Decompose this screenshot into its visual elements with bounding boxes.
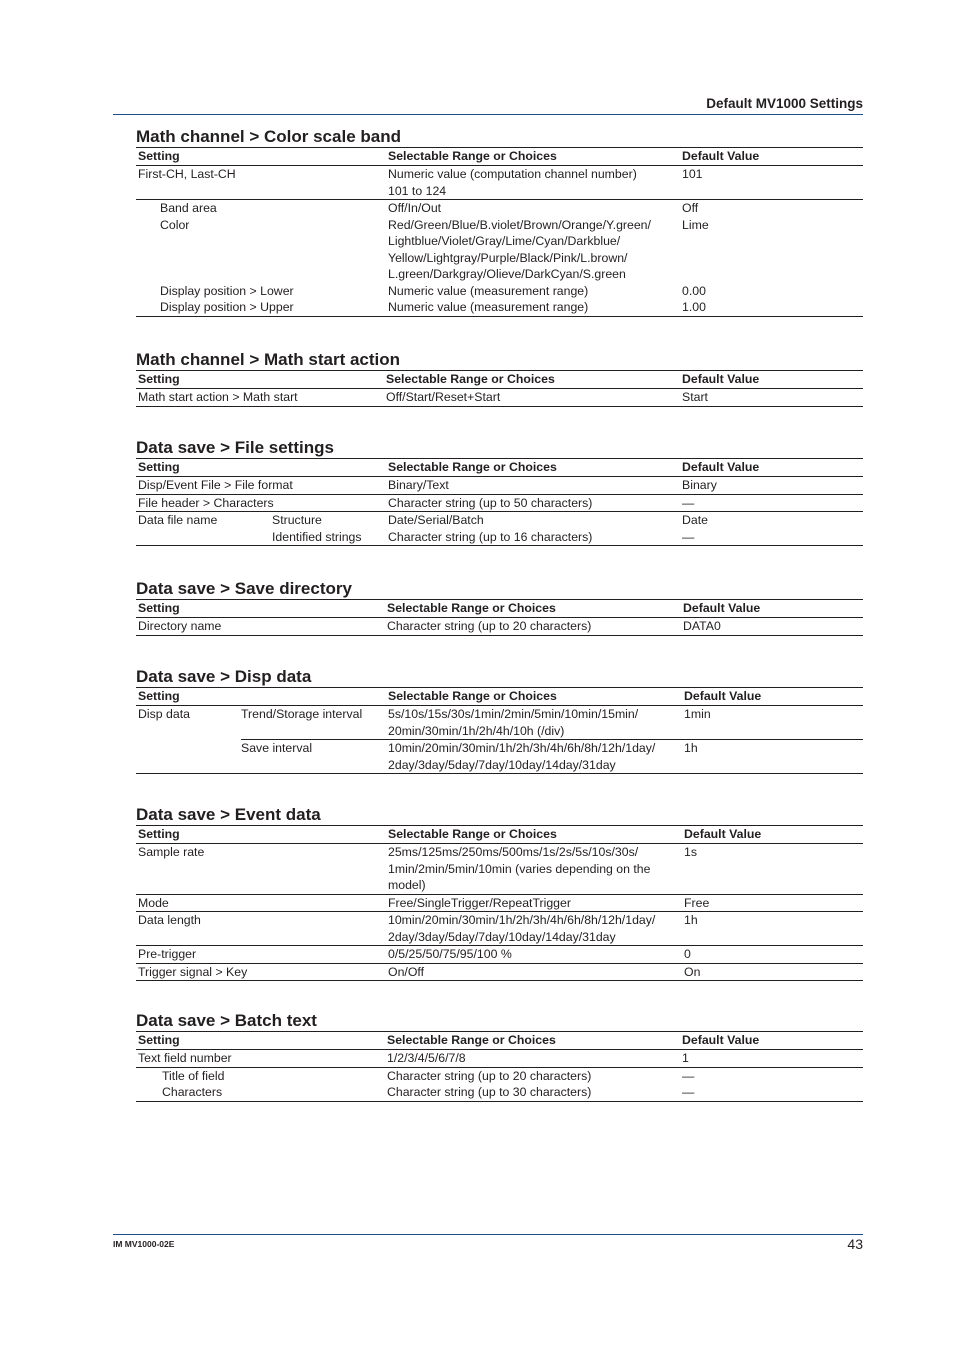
table-header-row [136, 1032, 863, 1050]
column-header-setting: Setting [136, 1032, 385, 1050]
table-row [136, 494, 863, 512]
table-row [136, 963, 863, 981]
range-cell: 0/5/25/50/75/95/100 % [386, 946, 682, 964]
default-cell: 101 [682, 167, 703, 181]
default-cell: Off [680, 200, 863, 217]
default-cell: 1h [682, 740, 863, 774]
column-header-setting: Setting [136, 600, 385, 618]
range-cell: On/Off [386, 963, 682, 981]
column-header-range: Selectable Range or Choices [385, 600, 681, 618]
range-cell: Character string (up to 20 characters) [385, 1067, 680, 1084]
sub-setting-cell: Trend/Storage interval [241, 707, 363, 721]
column-header-default: Default Value [682, 826, 863, 844]
range-cell: Free/SingleTrigger/RepeatTrigger [386, 894, 682, 912]
settings-table [136, 1031, 863, 1102]
section-save-directory [136, 579, 863, 636]
table-row [136, 618, 863, 636]
column-header-range: Selectable Range or Choices [386, 148, 680, 166]
sub-setting-cell: Identified strings [272, 529, 386, 546]
setting-cell [136, 740, 241, 774]
section-batch-text [136, 1011, 863, 1102]
default-cell: Date [680, 512, 863, 529]
table-row [136, 946, 863, 964]
setting-cell: Sample rate [138, 845, 205, 859]
column-header-range: Selectable Range or Choices [386, 826, 682, 844]
default-cell: 1h [682, 912, 863, 946]
setting-cell: Pre-trigger [136, 946, 386, 964]
column-header-range: Selectable Range or Choices [385, 1032, 680, 1050]
default-cell: 1.00 [680, 299, 863, 316]
range-cell: 1/2/3/4/5/6/7/8 [387, 1051, 466, 1065]
section-event-data [136, 805, 863, 981]
table-row [136, 512, 863, 529]
setting-cell: Title of field [136, 1067, 385, 1084]
setting-cell: Disp data [138, 707, 190, 721]
column-header-default: Default Value [681, 600, 863, 618]
column-header-default: Default Value [680, 1032, 863, 1050]
range-cell: 10min/20min/30min/1h/2h/3h/4h/6h/8h/12h/1day/ 2day/3day/5day/7day/10day/14day/31day [386, 912, 682, 946]
column-header-default: Default Value [682, 688, 863, 706]
setting-cell: Data file name [136, 512, 272, 529]
sub-setting-cell: Save interval [241, 740, 386, 774]
default-cell: 0 [682, 946, 863, 964]
section-disp-data [136, 667, 863, 774]
footer-rule [113, 1234, 863, 1235]
settings-table [136, 825, 863, 981]
setting-cell: Directory name [136, 618, 385, 636]
table-row [136, 217, 863, 283]
table-header-row [136, 148, 863, 166]
range-cell: Numeric value (computation channel number) 101 to 124 [388, 167, 637, 198]
column-header-setting: Setting [136, 459, 386, 477]
table-row [136, 529, 863, 546]
settings-table [136, 687, 863, 774]
range-cell: Binary/Text [388, 478, 449, 492]
default-cell: Lime [682, 217, 709, 232]
section-title: Data save > Event data [136, 805, 321, 824]
range-cell: 5s/10s/15s/30s/1min/2min/5min/10min/15min/ 20min/30min/1h/2h/4h/10h (/div) [388, 707, 639, 738]
range-cell: Red/Green/Blue/B.violet/Brown/Orange/Y.green/ Lightblue/Violet/Gray/Lime/Cyan/Darkblue/ Yellow/Lightgray/Purple/Black/Pink/L.brown/ L.green/Darkgray/Olieve/DarkCyan/S.green [388, 217, 651, 281]
document-code: IM MV1000-02E [113, 1239, 175, 1249]
settings-table [136, 370, 863, 407]
range-cell: Character string (up to 16 characters) [386, 529, 680, 546]
default-cell: 1 [682, 1051, 689, 1065]
default-cell: On [682, 963, 863, 981]
section-math-start-action [136, 350, 863, 407]
default-cell: — [680, 494, 863, 512]
default-cell: Free [682, 894, 863, 912]
column-header-setting: Setting [136, 826, 386, 844]
setting-cell: Text field number [138, 1051, 232, 1065]
range-cell: Off/Start/Reset+Start [384, 389, 680, 407]
default-cell: 1s [684, 845, 697, 859]
column-header-default: Default Value [680, 459, 863, 477]
column-header-range: Selectable Range or Choices [386, 459, 680, 477]
setting-cell: First-CH, Last-CH [138, 167, 236, 181]
range-cell: Numeric value (measurement range) [388, 283, 589, 298]
default-cell: 0.00 [682, 283, 706, 298]
range-cell: Character string (up to 50 characters) [386, 494, 680, 512]
header-rule [113, 114, 863, 115]
range-cell: Character string (up to 20 characters) [385, 618, 681, 636]
default-cell: — [680, 1084, 863, 1101]
column-header-setting: Setting [136, 148, 386, 166]
default-cell: DATA0 [681, 618, 863, 636]
table-header-row [136, 826, 863, 844]
default-cell: 1min [684, 707, 711, 721]
section-title: Data save > File settings [136, 438, 334, 457]
setting-cell [136, 529, 272, 546]
table-row [136, 477, 863, 495]
range-cell: Numeric value (measurement range) [386, 299, 680, 316]
default-cell: Start [680, 389, 863, 407]
setting-cell: File header > Characters [136, 494, 386, 512]
range-cell: 25ms/125ms/250ms/500ms/1s/2s/5s/10s/30s/ 1min/2min/5min/10min (varies depending on the model) [388, 845, 651, 892]
range-cell: Character string (up to 30 characters) [385, 1084, 680, 1101]
default-cell: — [680, 529, 863, 546]
table-row [136, 844, 863, 895]
setting-cell: Data length [136, 912, 386, 946]
table-row [136, 1084, 863, 1101]
default-cell: Binary [682, 478, 717, 492]
table-header-row [136, 459, 863, 477]
column-header-range: Selectable Range or Choices [386, 688, 682, 706]
section-title: Data save > Batch text [136, 1011, 317, 1030]
table-row [136, 1067, 863, 1084]
column-header-default: Default Value [680, 371, 863, 389]
column-header-setting: Setting [136, 688, 386, 706]
setting-cell: Display position > Upper [136, 299, 386, 316]
setting-cell: Disp/Event File > File format [138, 478, 293, 492]
setting-cell: Mode [136, 894, 386, 912]
table-row [136, 1050, 863, 1068]
range-cell: 10min/20min/30min/1h/2h/3h/4h/6h/8h/12h/1day/ 2day/3day/5day/7day/10day/14day/31day [386, 740, 682, 774]
running-title: Default MV1000 Settings [706, 96, 863, 111]
section-title: Data save > Save directory [136, 579, 352, 598]
settings-table [136, 458, 863, 546]
table-row [136, 912, 863, 946]
setting-cell: Trigger signal > Key [136, 963, 386, 981]
settings-table [136, 599, 863, 636]
table-header-row [136, 600, 863, 618]
table-row [136, 200, 863, 217]
setting-cell: Display position > Lower [160, 283, 294, 298]
section-title: Data save > Disp data [136, 667, 312, 686]
range-cell: Off/In/Out [386, 200, 680, 217]
column-header-default: Default Value [680, 148, 863, 166]
default-cell: — [680, 1067, 863, 1084]
settings-table [136, 147, 863, 317]
table-row [136, 894, 863, 912]
table-row [136, 740, 863, 774]
column-header-range: Selectable Range or Choices [384, 371, 680, 389]
section-color-scale-band [136, 127, 863, 317]
table-row [136, 299, 863, 316]
column-header-setting: Setting [136, 371, 384, 389]
section-title: Math channel > Math start action [136, 350, 401, 369]
setting-cell: Band area [136, 200, 386, 217]
setting-cell: Math start action > Math start [136, 389, 384, 407]
setting-cell: Color [160, 217, 190, 232]
table-header-row [136, 688, 863, 706]
page-number: 43 [847, 1236, 863, 1252]
table-row [136, 166, 863, 200]
table-row [136, 283, 863, 300]
table-row [136, 706, 863, 740]
sub-setting-cell: Structure [272, 512, 386, 529]
table-header-row [136, 371, 863, 389]
section-file-settings [136, 438, 863, 546]
section-title: Math channel > Color scale band [136, 127, 401, 146]
range-cell: Date/Serial/Batch [386, 512, 680, 529]
setting-cell: Characters [136, 1084, 385, 1101]
table-row [136, 389, 863, 407]
